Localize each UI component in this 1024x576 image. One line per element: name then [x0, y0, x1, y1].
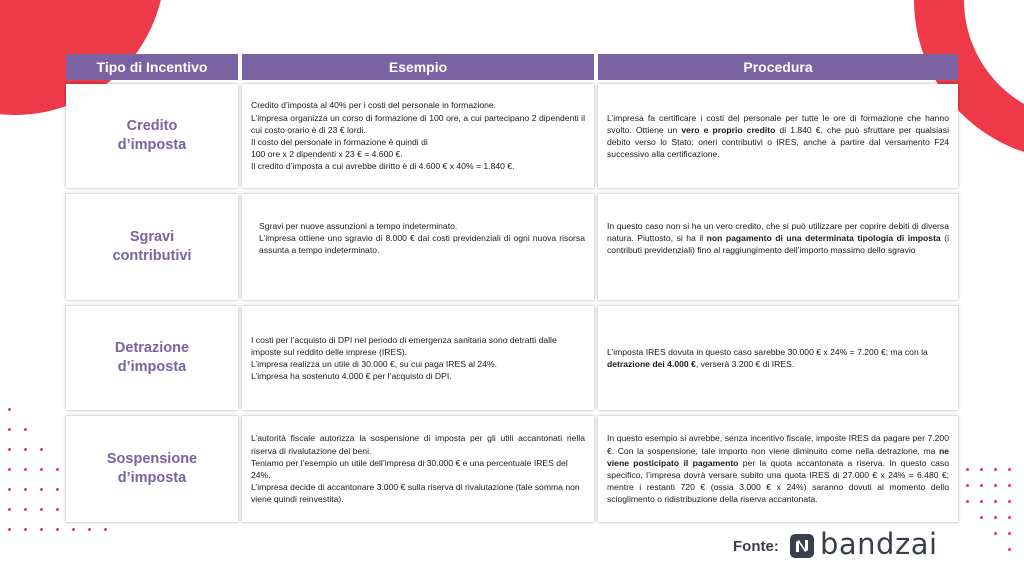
decor-dot [980, 500, 983, 503]
decor-dot [994, 484, 997, 487]
decor-dot [966, 500, 969, 503]
decor-dot [1008, 548, 1011, 551]
decor-dot [40, 468, 43, 471]
decor-dot [40, 488, 43, 491]
procedure-cell [598, 306, 958, 410]
example-line: Credito d’imposta al 40% per i costi del personale in formazione. [251, 100, 497, 111]
example-cell [242, 194, 594, 300]
table-row [66, 306, 958, 410]
decor-dot [56, 528, 59, 531]
decor-dot [994, 500, 997, 503]
type-credito [66, 84, 238, 188]
example-line: Sgravi per nuove assunzioni a tempo indeterminato. [259, 221, 458, 231]
procedure-part: , verserà 3.200 € di IRES. [695, 359, 795, 369]
decor-dot [72, 528, 75, 531]
decor-dot [24, 468, 27, 471]
decor-dot [40, 508, 43, 511]
decor-dot [8, 408, 11, 411]
example-line: L’impresa organizza un corso di formazione di 100 ore, a cui partecipano 2 dipendenti il cui costo orario è di 23 € lordi. [251, 112, 585, 135]
decor-dot [994, 532, 997, 535]
decor-dot [994, 516, 997, 519]
table-row [66, 416, 958, 522]
decor-dot [56, 508, 59, 511]
type-label-line2: d’imposta [117, 359, 187, 375]
logo-n-icon [790, 534, 814, 558]
example-line: L’autorità fiscale autorizza la sospensione di imposta per gli utili accantonati nella riserva di rivalutazione dei beni. [251, 433, 585, 456]
header-esempio: Esempio [242, 54, 594, 80]
table-row [66, 84, 958, 188]
table-header [66, 54, 958, 80]
decor-dot [1008, 468, 1011, 471]
decor-dot [1008, 484, 1011, 487]
procedure-part: per la quota accantonata a riserva. In questo caso specifico, l’impresa dovrà versare subito una quota IRES di 27.000 € x 24% = 6.480 €; mentre i restanti 720 € (ossia 3.000 € x 24%) saranno dovuti al momento dello scioglimento o ridistribuzione della riserva accantonata. [607, 457, 949, 505]
example-line: Il credito d’imposta a cui avrebbe diritto è di 4.600 € x 40% = 1.840 €. [251, 161, 515, 172]
decor-dot [994, 468, 997, 471]
header-procedura: Procedura [598, 54, 958, 80]
type-sgravi [66, 194, 238, 300]
procedure-bold: detrazione dei 4.000 € [607, 359, 696, 369]
example-line: L’impresa ha sostenuto 4.000 € per l’acquisto di DPI. [251, 371, 452, 382]
decor-dot [966, 468, 969, 471]
example-cell [242, 306, 594, 410]
example-line: L’impresa ottiene uno sgravio di 8.000 € dai costi previdenziali di ogni nuova risorsa assunta a tempo indeterminato. [259, 233, 585, 256]
header-tipo: Tipo di Incentivo [66, 54, 238, 80]
type-label-line2: d’imposta [117, 137, 187, 153]
decor-dot [104, 528, 107, 531]
example-line: 100 ore x 2 dipendenti x 23 € = 4.600 €. [251, 149, 403, 160]
procedure-part: (i contributi previdenziali) fino al raggiungimento dell’importo massimo dello sgravio [607, 233, 949, 256]
procedure-bold: non pagamento di una determinata tipologia di imposta [706, 233, 941, 244]
brand-logo: bandzai [820, 527, 938, 561]
decor-dot [8, 508, 11, 511]
type-label-line1: Credito [126, 118, 178, 134]
decor-dot [1008, 500, 1011, 503]
source-label: Fonte: [733, 538, 779, 555]
example-line: Il costo del personale in formazione è quindi di [251, 137, 428, 147]
type-label-line2: contributivi [112, 248, 192, 264]
type-label-line1: Sospensione [106, 451, 198, 467]
type-sospensione [66, 416, 238, 522]
procedure-part: In questo esempio si avrebbe, senza incentivo fiscale, imposte IRES da pagare per 7.200 €. Con la sospensione, tale importo non viene diminuito come nella detrazione, ma [607, 433, 949, 456]
procedure-bold: ne viene posticipato il pagamento [607, 445, 949, 468]
type-label-line1: Detrazione [114, 340, 190, 356]
decor-dot [56, 488, 59, 491]
decor-dot [88, 528, 91, 531]
decor-dot [980, 468, 983, 471]
decor-dot [24, 428, 27, 431]
table-row [66, 194, 958, 300]
decor-dot [56, 468, 59, 471]
procedure-bold: vero e proprio credito [681, 124, 776, 135]
procedure-part: L’impresa fa certificare i costi del personale per tutte le ore di formazione che hanno svolto. Ottiene un [607, 112, 949, 135]
decor-dot [1008, 516, 1011, 519]
type-label-line2: d’imposta [117, 470, 187, 486]
decor-dot [8, 448, 11, 451]
decor-dot [24, 528, 27, 531]
procedure-text [607, 432, 949, 505]
decor-dot [966, 484, 969, 487]
decor-dot [8, 468, 11, 471]
procedure-text [607, 112, 949, 161]
decor-dot [8, 528, 11, 531]
decor-dot [1008, 532, 1011, 535]
decor-dot [40, 528, 43, 531]
decor-dot [40, 448, 43, 451]
procedure-cell [598, 194, 958, 300]
decor-dot [980, 516, 983, 519]
decor-dot [980, 484, 983, 487]
type-detrazione [66, 306, 238, 410]
example-line: Teniamo per l’esempio un utile dell’impresa di 30.000 € e una percentuale IRES del 24%. [251, 457, 568, 480]
decor-dot [24, 448, 27, 451]
procedure-cell [598, 416, 958, 522]
decor-dot [8, 428, 11, 431]
example-line: L’impresa decide di accantonare 3.000 € sulla riserva di rivalutazione (tale somma non viene quindi reinvestita). [251, 482, 580, 505]
example-line: I costi per l’acquisto di DPI nel periodo di emergenza sanitaria sono detratti dalle imposte sul reddito delle imprese (IRES). [251, 334, 557, 357]
decor-dot [8, 488, 11, 491]
example-cell [242, 416, 594, 522]
incentive-table [66, 54, 958, 528]
procedure-text [607, 220, 949, 257]
example-line: L’impresa realizza un utile di 30.000 €, su cui paga IRES al 24%. [251, 359, 498, 369]
procedure-cell [598, 84, 958, 188]
decor-dot [24, 508, 27, 511]
procedure-text [607, 346, 949, 370]
procedure-part: L’imposta IRES dovuta in questo caso sarebbe 30.000 € x 24% = 7.200 €; ma con la [607, 346, 928, 357]
procedure-part: In questo caso non si ha un vero credito, che si può utilizzare per coprire debiti di diversa natura. Piuttosto, si ha il [607, 221, 949, 244]
procedure-part: di 1.840 €, che può sfruttare per qualsiasi debito verso lo Stato: oneri contributivi o IRES, anche a partire dal versamento F24 successivo alla certificazione. [607, 124, 949, 160]
decor-dot [24, 488, 27, 491]
example-cell [242, 84, 594, 188]
type-label-line1: Sgravi [129, 229, 175, 245]
